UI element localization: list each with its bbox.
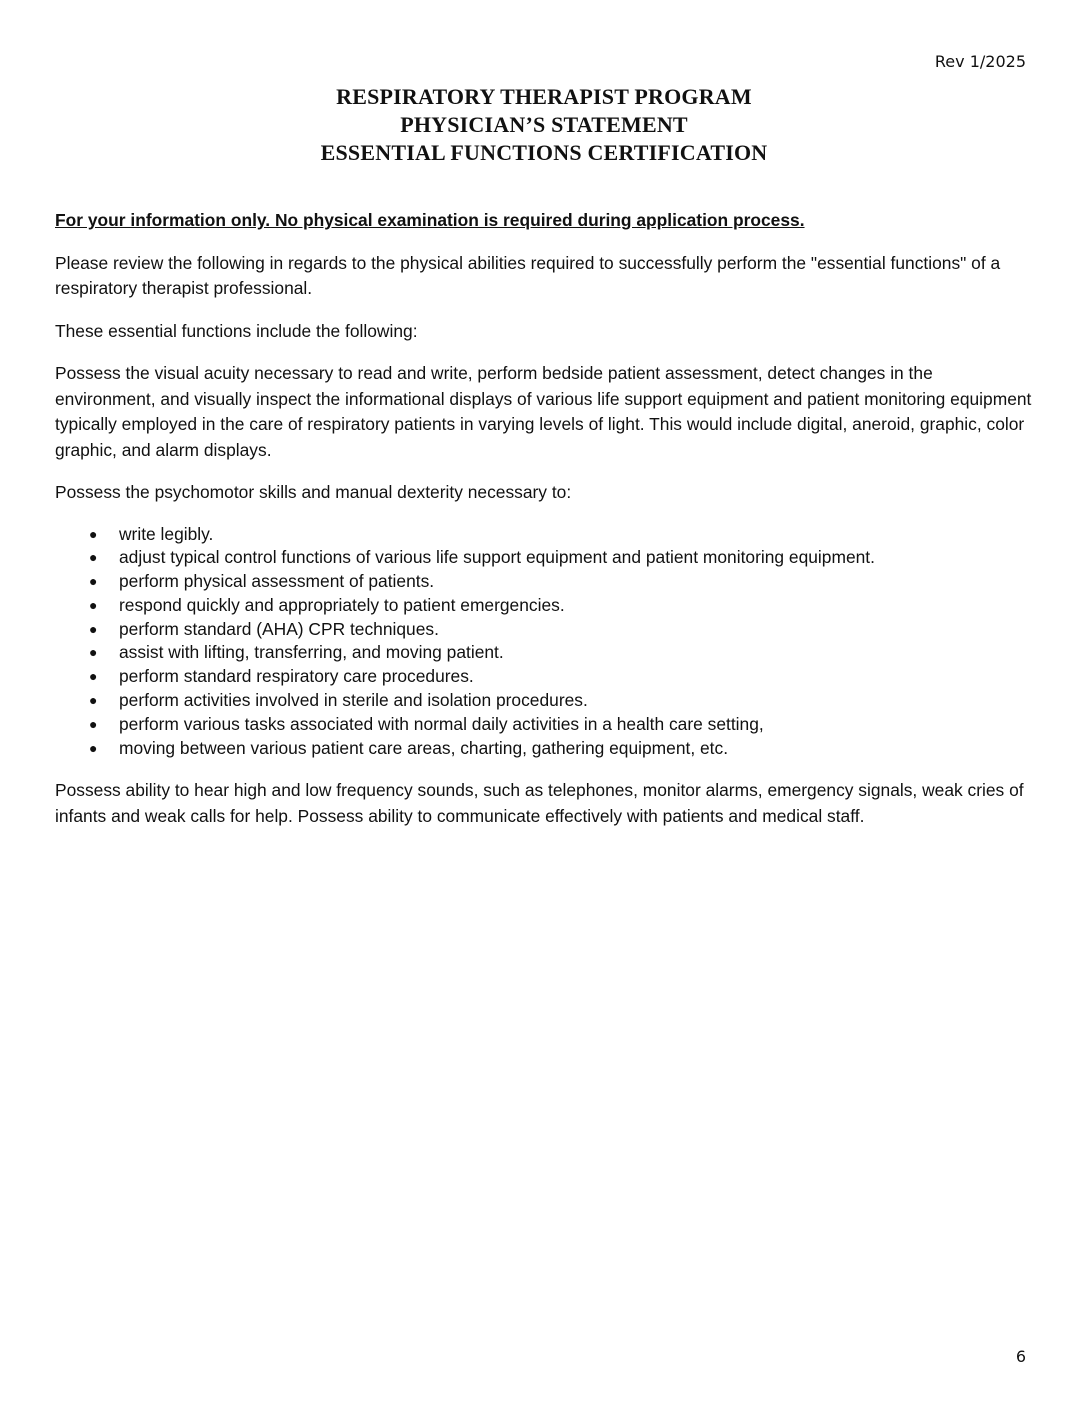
list-item: [55, 641, 1035, 665]
list-item: [55, 523, 1035, 547]
list-item: [55, 737, 1035, 761]
document-body: [55, 208, 1035, 846]
bullet-icon: ●: [89, 739, 98, 756]
bullet-icon: ●: [89, 573, 98, 590]
psychomotor-intro: Possess the psychomotor skills and manual dexterity necessary to:: [55, 482, 572, 502]
title-line-program: RESPIRATORY THERAPIST PROGRAM: [336, 84, 752, 109]
list-item-text: perform standard respiratory care procedures.: [119, 666, 474, 687]
skills-list: [55, 523, 1035, 761]
list-item: [55, 570, 1035, 594]
bullet-icon: ●: [89, 644, 98, 661]
list-item: [55, 594, 1035, 618]
revision-label: Rev 1/2025: [934, 52, 1026, 71]
list-item-text: adjust typical control functions of various life support equipment and patient monitoring equipment.: [119, 547, 875, 568]
list-item-text: perform standard (AHA) CPR techniques.: [119, 618, 439, 639]
list-item-text: perform various tasks associated with normal daily activities in a health care setting,: [119, 713, 764, 734]
hearing-paragraph: Possess ability to hear high and low frequency sounds, such as telephones, monitor alarms, emergency signals, weak cries of infants and weak calls for help. Possess ability to communicate effectively with patients and medical staff.: [55, 780, 1024, 826]
functions-intro: These essential functions include the following:: [55, 320, 418, 341]
list-item-text: assist with lifting, transferring, and moving patient.: [119, 642, 504, 663]
intro-paragraph: Please review the following in regards to the physical abilities required to successfully perform the "essential functions" of a respiratory therapist professional.: [55, 252, 1001, 298]
list-item: [55, 713, 1035, 737]
title-line-certification: ESSENTIAL FUNCTIONS CERTIFICATION: [320, 140, 768, 165]
document-title: [0, 83, 1088, 167]
bullet-icon: ●: [89, 620, 98, 637]
visual-acuity-paragraph: Possess the visual acuity necessary to read and write, perform bedside patient assessment, detect changes in the environment, and visually inspect the informational displays of various life support equipment and patient monitoring equipment typically employed in the care of respiratory patients in varying levels of light. This would include digital, aneroid, graphic, color graphic, and alarm displays.: [55, 363, 1032, 460]
list-item: [55, 665, 1035, 689]
list-item-text: respond quickly and appropriately to patient emergencies.: [119, 594, 565, 615]
bullet-icon: ●: [89, 668, 98, 685]
list-item: [55, 618, 1035, 642]
list-item: [55, 546, 1035, 570]
list-item-text: perform physical assessment of patients.: [119, 571, 435, 592]
bullet-icon: ●: [89, 692, 98, 709]
bullet-icon: ●: [89, 596, 98, 613]
list-item: [55, 689, 1035, 713]
list-item-text: perform activities involved in sterile and isolation procedures.: [119, 690, 588, 711]
bullet-icon: ●: [89, 525, 98, 542]
title-line-statement: PHYSICIAN’S STATEMENT: [400, 112, 688, 137]
page-number: 6: [1015, 1347, 1026, 1366]
bullet-icon: ●: [89, 715, 98, 732]
list-item-text: moving between various patient care areas, charting, gathering equipment, etc.: [119, 737, 729, 758]
information-notice: For your information only. No physical examination is required during application process.: [55, 210, 805, 230]
list-item-text: write legibly.: [119, 523, 214, 544]
bullet-icon: ●: [89, 549, 98, 566]
